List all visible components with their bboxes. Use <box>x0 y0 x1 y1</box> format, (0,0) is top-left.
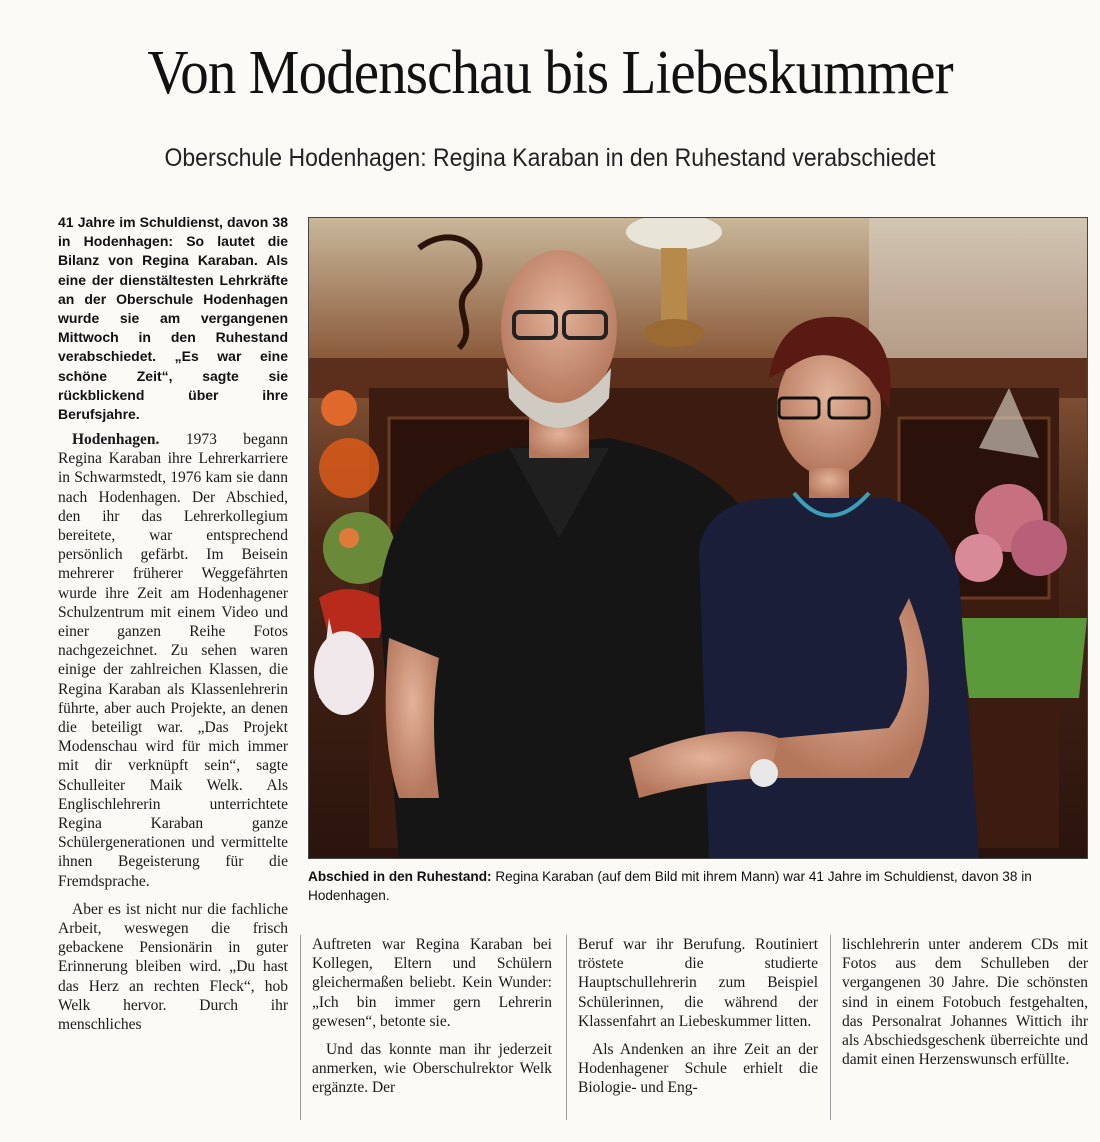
caption-text: Regina Karaban (auf dem Bild mit ihrem Mann) war 41 Jahre im Schuldienst, davon 38 in Hodenhagen. <box>308 869 1032 903</box>
subheadline: Oberschule Hodenhagen: Regina Karaban in den Ruhestand verabschiedet <box>164 144 936 172</box>
photo-caption <box>308 867 1088 905</box>
column-rule-2 <box>566 935 567 1120</box>
body-column-2 <box>312 935 552 1098</box>
body-paragraph-1-text: 1973 begann Regina Karaban ihre Lehrerkarriere in Schwarmstedt, 1976 kam sie dann nach Hodenhagen. Der Abschied, den ihr das Lehrerkollegium bereitete, war entsprechend persönlich gefärbt. Im Beisein mehrerer früherer Weggefährten wurde ihre Zeit am Hodenhagener Schulzentrum mit einem Video und einer ganzen Reihe Fotos nachgezeichnet. Zu sehen waren einige der zahlreichen Klassen, die Regina Karaban als Klassenlehrerin führte, aber auch Projekte, an denen die beteiligt war. „Das Projekt Modenschau wird für mich immer mit dir verknüpft sein“, sagte Schulleiter Maik Welk. Als Englischlehrerin unterrichtete Regina Karaban ganze Schülergenerationen und vermittelte ihnen Begeisterung für die Fremdsprache. <box>58 431 289 890</box>
body-paragraph-4: Und das konnte man ihr jederzeit anmerken, wie Oberschulrektor Welk ergänzte. Der <box>312 1041 552 1097</box>
body-paragraph-3: Auftreten war Regina Karaban bei Kollegen, Eltern und Schülern gleichermaßen beliebt. Kein Wunder: „Ich bin immer gern Lehrerin gewesen“, betonte sie. <box>312 936 552 1030</box>
column-rule-3 <box>830 935 831 1120</box>
body-column-1 <box>58 430 288 1120</box>
body-paragraph-2: Aber es ist nicht nur die fachliche Arbeit, weswegen die frisch gebackene Pensionärin in guter Erinnerung bleiben wird. „Du hast das Herz an rechten Fleck“, hob Welk hervor. Durch ihr menschliches <box>58 900 288 1034</box>
body-paragraph-6: Als Andenken an ihre Zeit an der Hodenhagener Schule erhielt die Biologie- und Eng- <box>578 1041 818 1097</box>
body-column-4 <box>842 935 1088 1069</box>
couple-photo-illustration <box>309 218 1087 858</box>
headline: Von Modenschau bis Liebeskummer <box>147 39 953 107</box>
dateline: Hodenhagen. <box>72 431 160 448</box>
column-rule-1 <box>300 935 301 1120</box>
lead-paragraph: 41 Jahre im Schuldienst, davon 38 in Hodenhagen: So lautet die Bilanz von Regina Karaban. Als eine der dienstältesten Lehrkräfte an der Oberschule Hodenhagen wurde sie am vergangenen Mittwoch in den Ruhestand verabschiedet. „Es war eine schöne Zeit“, sagte sie rückblickend über ihre Berufsjahre. <box>58 214 288 423</box>
article-photo <box>308 217 1088 859</box>
body-paragraph-5: Beruf war ihr Berufung. Routiniert tröstete die studierte Hauptschullehrerin zum Beispiel Schülerinnen, die während der Klassenfahrt an Liebeskummer litten. <box>578 936 818 1030</box>
caption-lead: Abschied in den Ruhestand: <box>308 869 492 884</box>
body-column-3 <box>578 935 818 1098</box>
body-paragraph-1 <box>58 430 288 891</box>
body-paragraph-7: lischlehrerin unter anderem CDs mit Fotos aus dem Schulleben der vergangenen 30 Jahre. Die schönsten sind in einem Fotobuch festgehalten, das Personalrat Johannes Wittich ihr als Abschiedsgeschenk überreichte und damit einen Herzenswunsch erfüllte. <box>842 936 1088 1069</box>
